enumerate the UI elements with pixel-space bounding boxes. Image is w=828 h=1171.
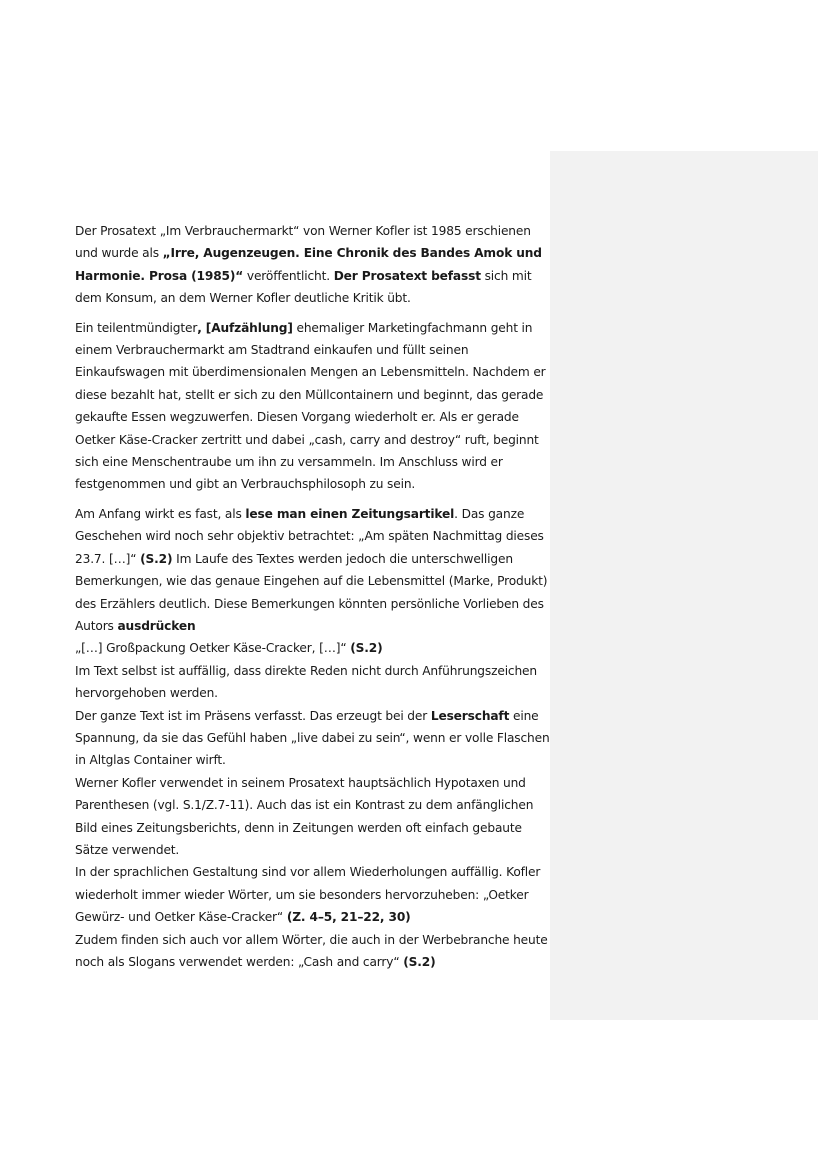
text-line (75, 772, 550, 862)
text-line (75, 220, 550, 310)
text-run: Zudem finden sich auch vor allem Wörter, die auch in der Werbebranche heute noch als Slogans verwendet werden: „Cash and carry“ (75, 932, 548, 969)
bold-text-run: „Irre, Augenzeugen. Eine Chronik des Bandes Amok und Harmonie. Prosa (1985)“ (75, 246, 542, 283)
text-line (75, 861, 550, 928)
bold-text-run: , [Aufzählung] (197, 320, 293, 335)
bold-text-run: Leserschaft (430, 708, 510, 723)
text-line (75, 705, 550, 772)
text-run: In der sprachlichen Gestaltung sind vor allem Wiederholungen auffällig. Kofler wiederholt immer wieder Wörter, um sie besonders hervorzuheben: „Oetker Gewürz- und Oetker Käse-Cracker“ (75, 865, 541, 925)
paragraph (75, 317, 550, 496)
text-run: ehemaliger Marketingfachmann geht in einem Verbrauchermarkt am Stadtrand einkaufen und füllt seinen Einkaufswagen mit überdimensionalen Mengen an Lebensmitteln. Nachdem er diese bezahlt hat, stellt er sich zu den Müllcontainern und beginnt, das gerade gekaufte Essen wegzuwerfen. Diesen Vorgang wiederholt er. Als er gerade Oetker Käse-Cracker zertritt und dabei „cash, carry and destroy“ ruft, beginnt sich eine Menschentraube um ihn zu versammeln. Im Anschluss wird er festgenommen und gibt an Verbrauchsphilosoph zu sein. (75, 320, 546, 492)
text-line (75, 660, 550, 705)
bold-text-run: ausdrücken (117, 618, 196, 633)
text-run: Der Prosatext „Im Verbrauchermarkt“ von Werner Kofler ist 1985 erschienen und wurde als (75, 224, 531, 261)
bold-text-run: lese man einen Zeitungsartikel (245, 506, 455, 521)
text-run: sich mit dem Konsum, an dem Werner Kofler deutliche Kritik übt. (75, 268, 532, 306)
text-run: Im Text selbst ist auffällig, dass direkte Reden nicht durch Anführungszeichen hervorgehoben werden. (75, 663, 537, 701)
text-line (75, 317, 550, 496)
text-run: Ein teilentmündigter (75, 320, 198, 335)
document-body (75, 220, 550, 980)
text-run: . Das ganze Geschehen wird noch sehr objektiv betrachtet: „Am späten Nachmittag dieses 23.7. […]“ (75, 506, 544, 566)
bold-text-run: (S.2) (140, 551, 173, 566)
text-line (75, 503, 550, 637)
text-line (75, 637, 550, 659)
comment-margin-pane (550, 151, 818, 1020)
text-line (75, 929, 550, 974)
text-run: Im Laufe des Textes werden jedoch die unterschwelligen Bemerkungen, wie das genaue Eingehen auf die Lebensmittel (Marke, Produkt) des Erzählers deutlich. Diese Bemerkungen könnten persönliche Vorlieben des Autors (75, 551, 548, 633)
bold-text-run: Der Prosatext befasst (333, 268, 481, 283)
paragraph (75, 503, 550, 974)
text-run: Der ganze Text ist im Präsens verfasst. Das erzeugt bei der (75, 708, 431, 723)
bold-text-run: (S.2) (350, 641, 383, 656)
text-run: veröffentlicht. (243, 268, 334, 283)
bold-text-run: (S.2) (403, 955, 436, 969)
bold-text-run: (Z. 4–5, 21–22, 30) (286, 910, 411, 925)
text-run: Am Anfang wirkt es fast, als (75, 506, 246, 521)
text-run: eine Spannung, da sie das Gefühl haben „live dabei zu sein“, wenn er volle Flaschen in Altglas Container wirft. (75, 708, 550, 768)
paragraph (75, 220, 550, 310)
text-run: „[…] Großpackung Oetker Käse-Cracker, […]“ (75, 641, 351, 656)
text-run: Werner Kofler verwendet in seinem Prosatext hauptsächlich Hypotaxen und Parenthesen (vgl. S.1/Z.7-11). Auch das ist ein Kontrast zu dem anfänglichen Bild eines Zeitungsberichts, denn in Zeitungen werden oft einfach gebaute Sätze verwendet. (75, 775, 534, 857)
